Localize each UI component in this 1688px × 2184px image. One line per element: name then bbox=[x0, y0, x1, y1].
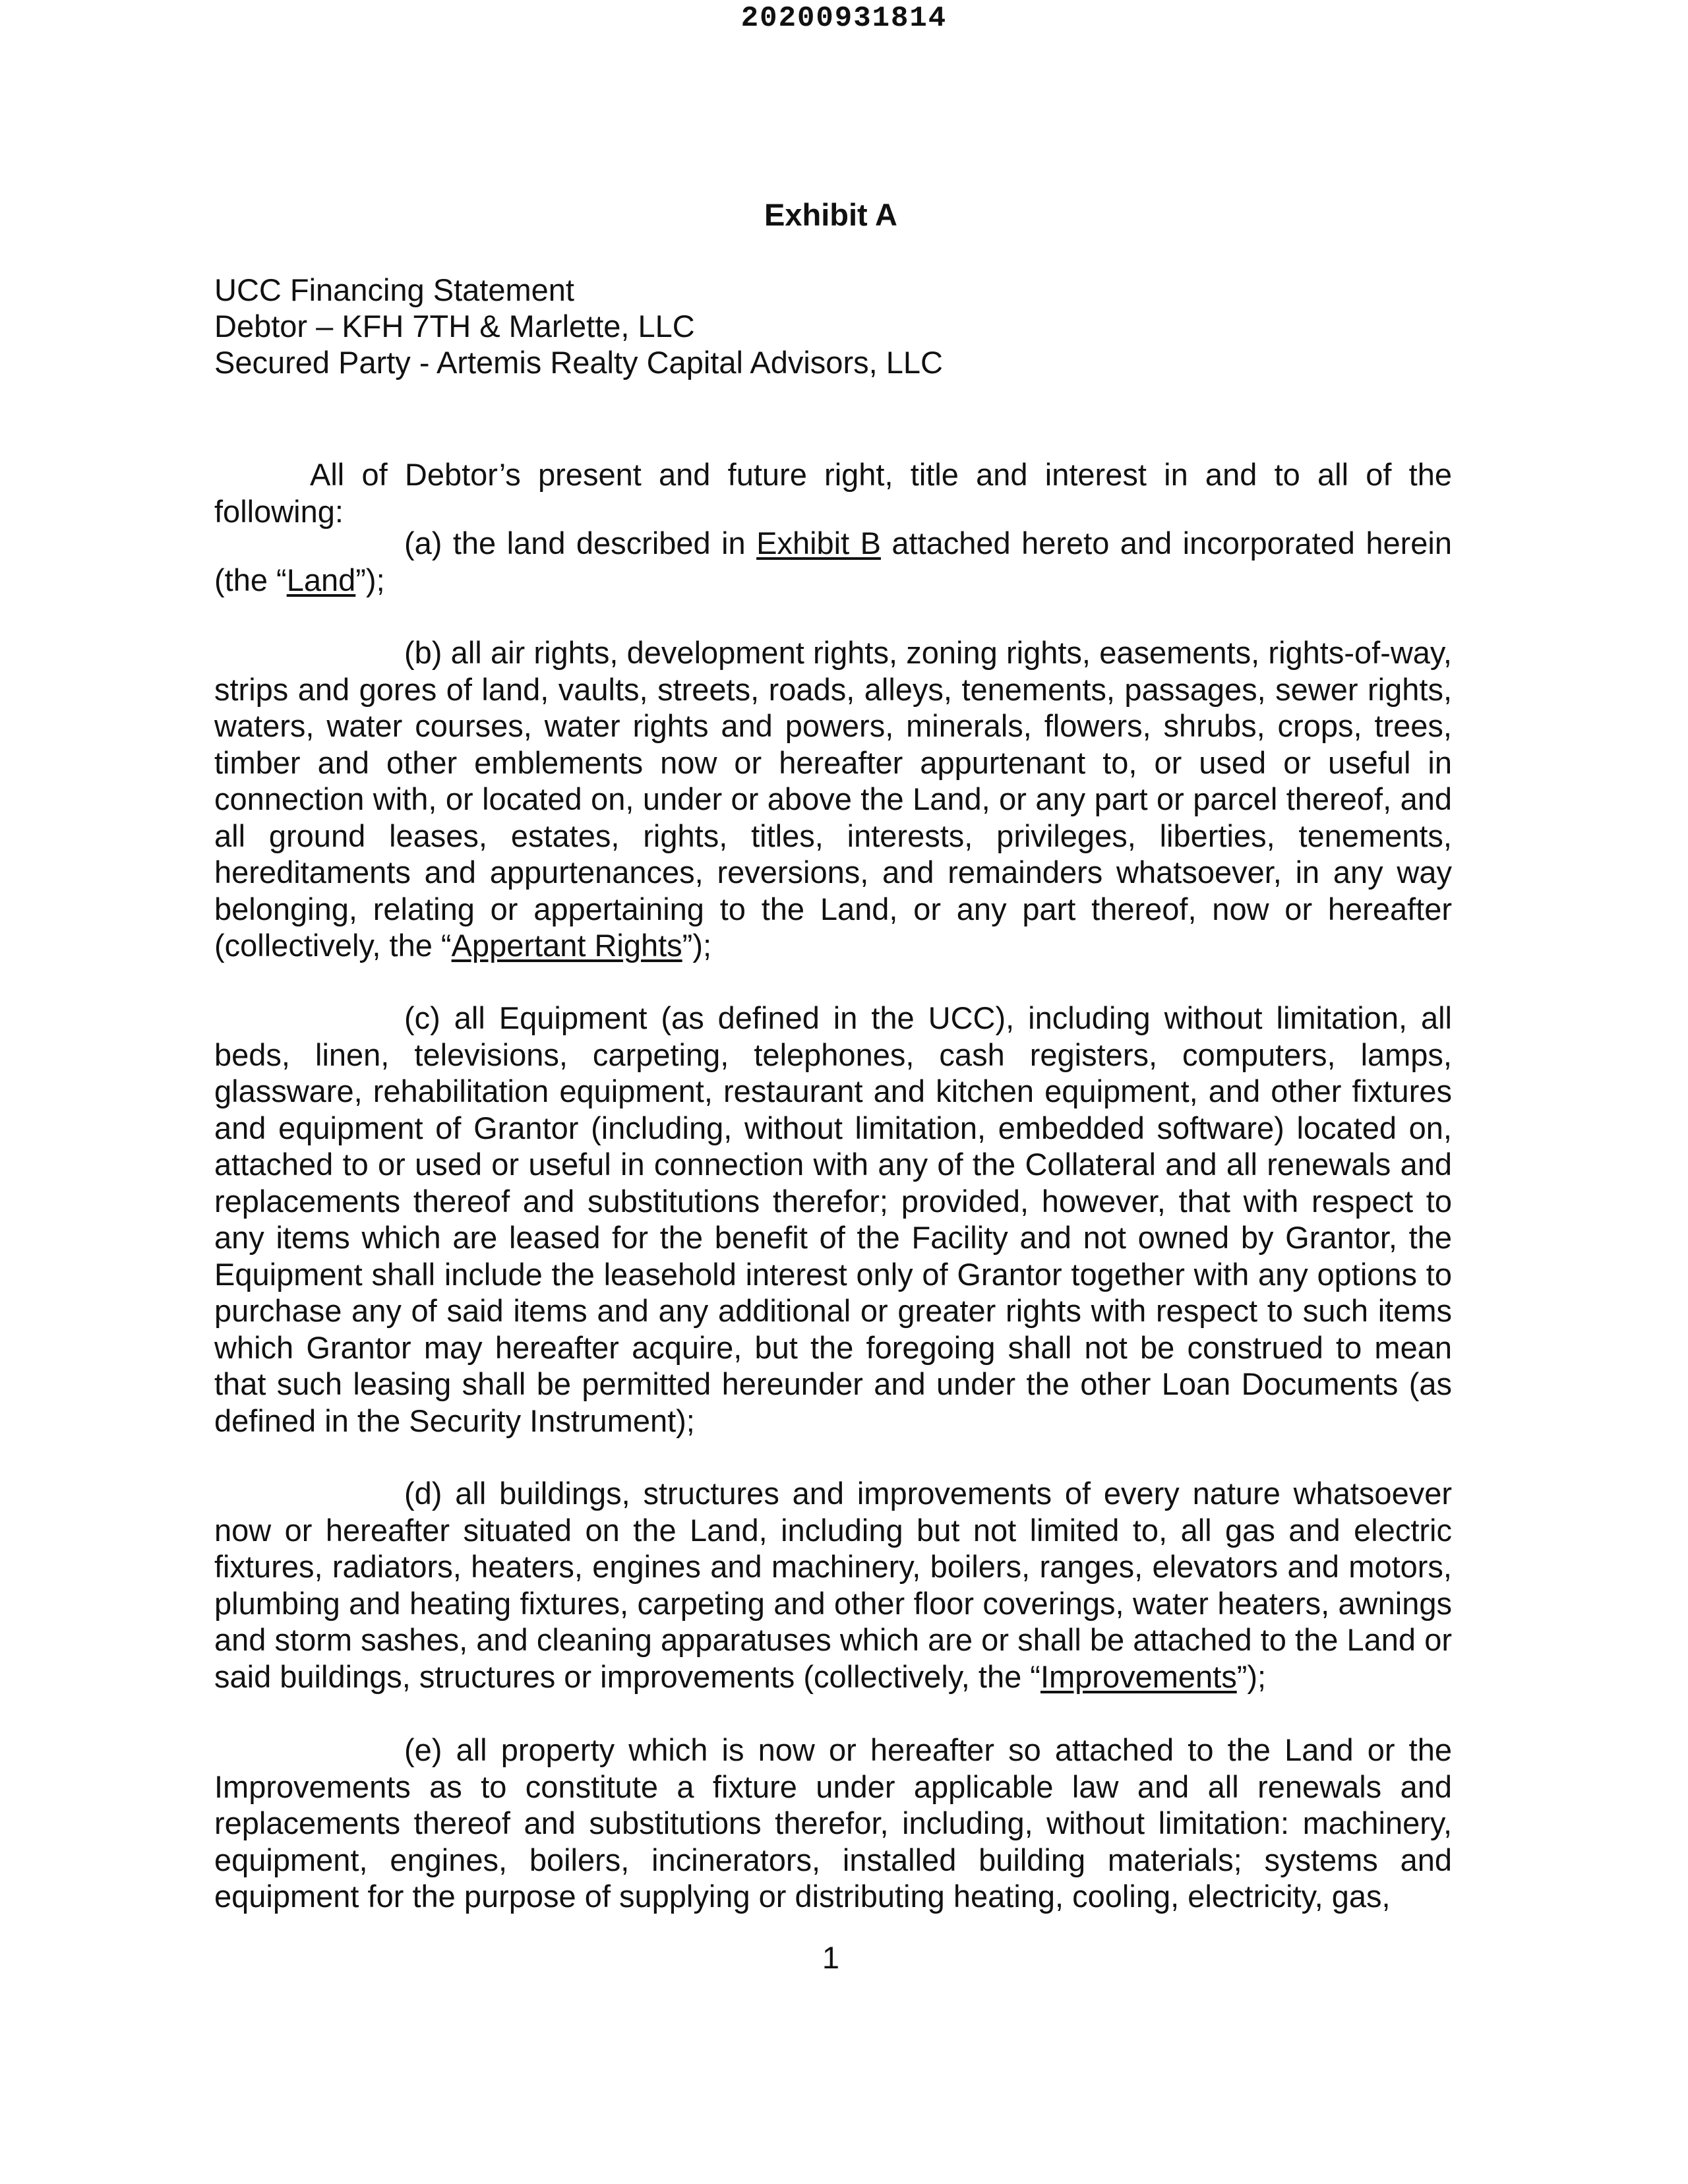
defined-term-improvements: Improvements bbox=[1040, 1658, 1237, 1694]
paragraph-e: (e) all property which is now or hereafter so attached to the Land or the Improvements as to constitute a fixture under applicable law and all renewals and replacements thereof and substitutions therefor, including, without limitation: machinery, equipment, engines, boilers, incinerators, installed building materials; systems and equipment for the purpose of supplying or distributing heating, cooling, electricity, gas, bbox=[214, 1732, 1452, 1914]
document-number: 20200931814 bbox=[740, 2, 948, 35]
page-title: Exhibit A bbox=[764, 197, 897, 232]
paragraph-d-text-2: ”); bbox=[1236, 1658, 1267, 1694]
paragraph-d-text-1: (d) all buildings, structures and improvements of every nature whatsoever now or hereafter situated on the Land, including but not limited to, all gas and electric fixtures, radiators, heaters, engines and machinery, boilers, ranges, elevators and motors, plumbing and heating fixtures, carpeting and other floor coverings, water heaters, awnings and storm sashes, and cleaning apparatuses which are or shall be attached to the Land or said buildings, structures or improvements (collectively, the “ bbox=[214, 1476, 1452, 1694]
page-number: 1 bbox=[822, 1940, 840, 1975]
header-statement-type: UCC Financing Statement bbox=[214, 272, 574, 307]
exhibit-b-reference: Exhibit B bbox=[756, 526, 881, 561]
defined-term-land: Land bbox=[286, 562, 356, 597]
paragraph-b bbox=[214, 634, 1452, 964]
defined-term-appertant-rights: Appertant Rights bbox=[451, 928, 682, 963]
paragraph-c: (c) all Equipment (as defined in the UCC), including without limitation, all beds, linen, televisions, carpeting, telephones, cash registers, computers, lamps, glassware, rehabilitation equipment, restaurant and kitchen equipment, and other fixtures and equipment of Grantor (including, without limitation, embedded software) located on, attached to or used or useful in connection with any of the Collateral and all renewals and replacements thereof and substitutions therefor; provided, however, that with respect to any items which are leased for the benefit of the Facility and not owned by Grantor, the Equipment shall include the leasehold interest only of Grantor together with any options to purchase any of said items and any additional or greater rights with respect to such items which Grantor may hereafter acquire, but the foregoing shall not be construed to mean that such leasing shall be permitted hereunder and under the other Loan Documents (as defined in the Security Instrument); bbox=[214, 1000, 1452, 1438]
paragraph-b-text-1: (b) all air rights, development rights, zoning rights, easements, rights-of-way, strips and gores of land, vaults, streets, roads, alleys, tenements, passages, sewer rights, waters, water courses, water rights and powers, minerals, flowers, shrubs, crops, trees, timber and other emblements now or hereafter appurtenant to, or used or useful in connection with, or located on, under or above the Land, or any part or parcel thereof, and all ground leases, estates, rights, titles, interests, privileges, liberties, tenements, hereditaments and appurtenances, reversions, and remainders whatsoever, in any way belonging, relating or appertaining to the Land, or any part thereof, now or hereafter (collectively, the “ bbox=[214, 635, 1452, 963]
header-debtor: Debtor – KFH 7TH & Marlette, LLC bbox=[214, 309, 695, 344]
statement-header bbox=[214, 272, 943, 380]
header-secured-party: Secured Party - Artemis Realty Capital Advisors, LLC bbox=[214, 345, 943, 380]
paragraph-a-text-3: ”); bbox=[355, 562, 385, 597]
paragraph-b-text-2: ”); bbox=[682, 928, 712, 963]
paragraph-a-text-1: (a) the land described in bbox=[404, 526, 757, 561]
intro-paragraph: All of Debtor’s present and future right, title and interest in and to all of the following: bbox=[214, 457, 1452, 529]
paragraph-a bbox=[214, 525, 1452, 598]
paragraph-a-text-2: attached hereto and incorporated herein (the “ bbox=[214, 526, 1452, 597]
paragraph-d bbox=[214, 1475, 1452, 1695]
